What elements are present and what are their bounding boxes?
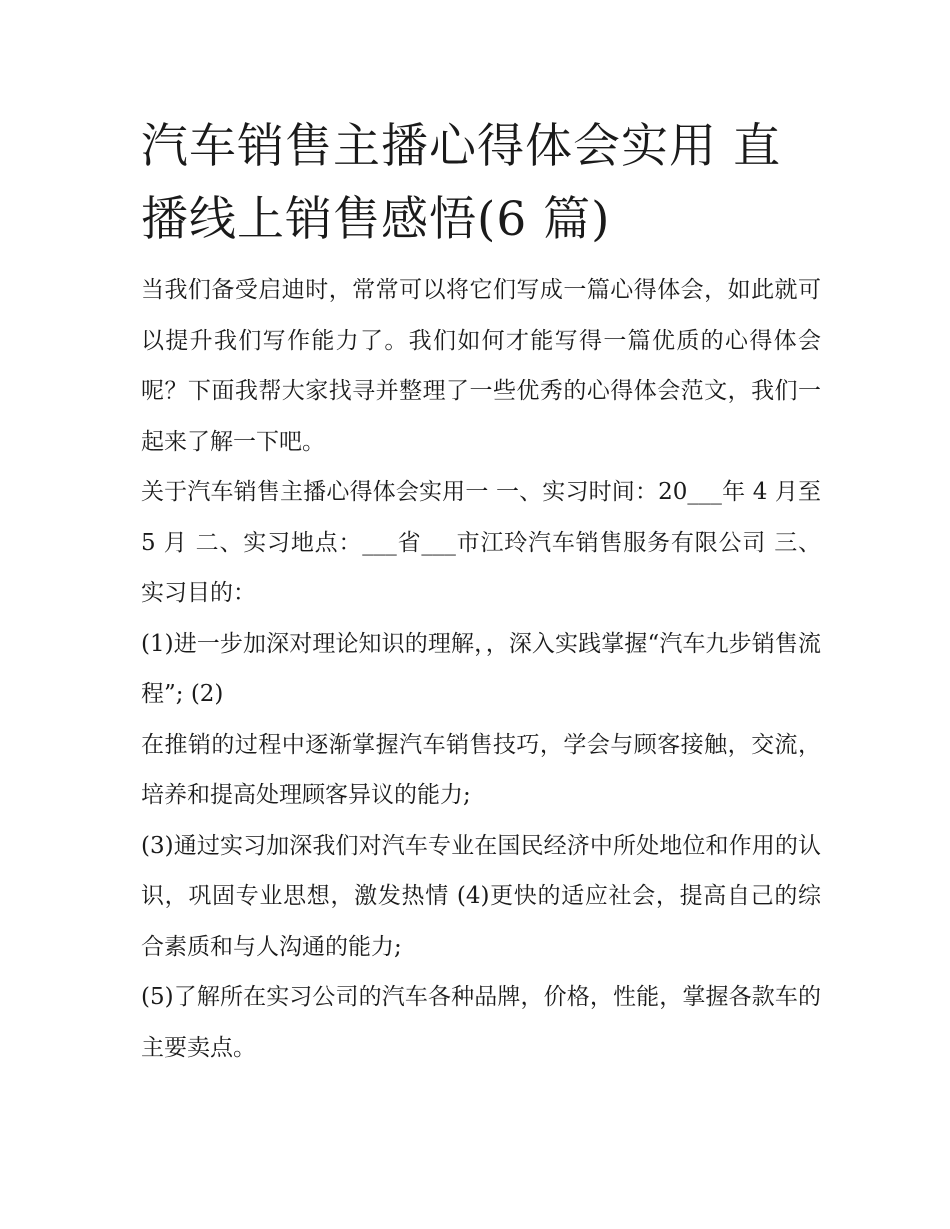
paragraph-goal-5: (5)了解所在实习公司的汽车各种品牌，价格，性能，掌握各款车的主要卖点。 — [141, 984, 821, 1061]
document-title: 汽车销售主播心得体会实用 直播线上销售感悟(6 篇) — [141, 119, 781, 247]
paragraph-goal-2: 在推销的过程中逐渐掌握汽车销售技巧，学会与顾客接触，交流，培养和提高处理顾客异议的能力; — [141, 731, 821, 808]
paragraph-goal-3-4: (3)通过实习加深我们对汽车专业在国民经济中所处地位和作用的认识，巩固专业思想，激发热情 (4)更快的适应社会，提高自己的综合素质和与人沟通的能力; — [141, 832, 821, 960]
paragraph-intro: 当我们备受启迪时，常常可以将它们写成一篇心得体会，如此就可以提升我们写作能力了。我们如何才能写得一篇优质的心得体会呢？下面我帮大家找寻并整理了一些优秀的心得体会范文，我们一起来了解一下吧。 — [141, 277, 821, 455]
paragraph-goal-1: (1)进一步加深对理论知识的理解，，深入实践掌握“汽车九步销售流程”; (2) — [141, 630, 821, 707]
document-page — [141, 110, 821, 1073]
paragraph-internship-info: 关于汽车销售主播心得体会实用一 一、实习时间：20___年 4 月至 5 月 二、实习地点：___省___市江玲汽车销售服务有限公司 三、实习目的： — [141, 479, 821, 606]
